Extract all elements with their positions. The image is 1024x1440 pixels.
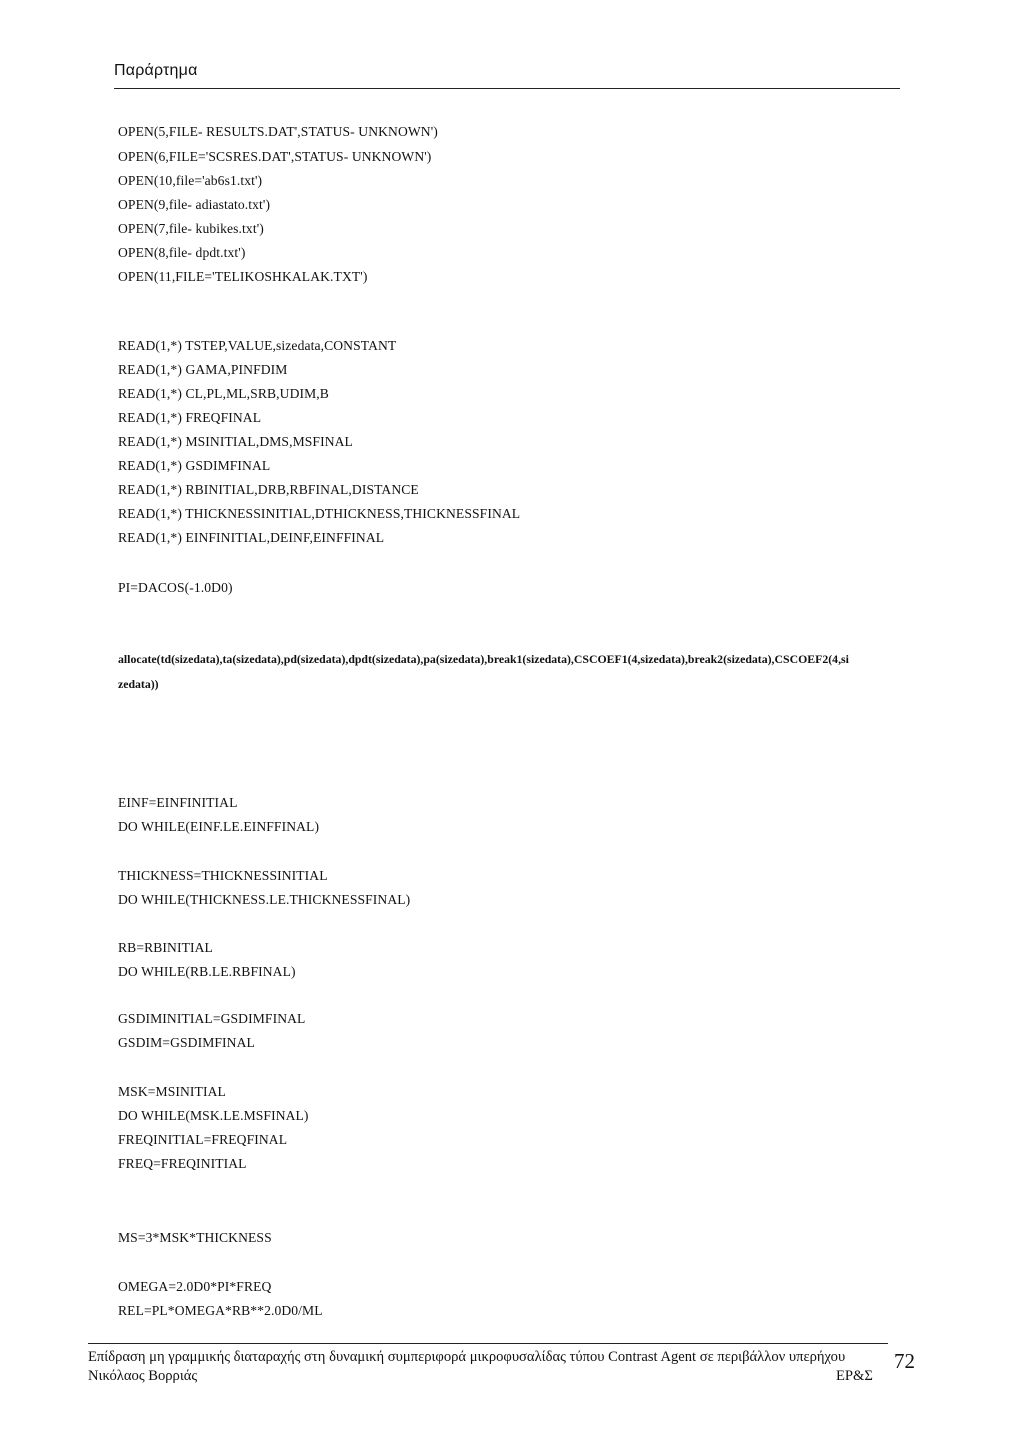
page-number: 72 bbox=[894, 1349, 915, 1373]
code-line: THICKNESS=THICKNESSINITIAL bbox=[118, 868, 328, 883]
code-line: OPEN(5,FILE- RESULTS.DAT',STATUS- UNKNOWN') bbox=[118, 124, 438, 139]
code-line: OPEN(9,file- adiastato.txt') bbox=[118, 197, 271, 212]
header-rule bbox=[114, 88, 900, 89]
code-line: PI=DACOS(-1.0D0) bbox=[118, 580, 233, 595]
code-line: OPEN(7,file- kubikes.txt') bbox=[118, 221, 264, 236]
page-header-title: Παράρτημα bbox=[114, 62, 198, 79]
code-line: FREQINITIAL=FREQFINAL bbox=[118, 1132, 288, 1147]
code-line: OPEN(11,FILE='TELIKOSHKALAK.TXT') bbox=[118, 269, 368, 284]
code-line: RB=RBINITIAL bbox=[118, 940, 213, 955]
code-line: READ(1,*) RBINITIAL,DRB,RBFINAL,DISTANCE bbox=[118, 482, 419, 497]
code-line: OMEGA=2.0D0*PI*FREQ bbox=[118, 1279, 272, 1294]
code-line: GSDIMINITIAL=GSDIMFINAL bbox=[118, 1011, 306, 1026]
code-line: READ(1,*) GAMA,PINFDIM bbox=[118, 362, 288, 377]
code-line: OPEN(8,file- dpdt.txt') bbox=[118, 245, 246, 260]
code-line: MSK=MSINITIAL bbox=[118, 1084, 226, 1099]
code-line: FREQ=FREQINITIAL bbox=[118, 1156, 247, 1171]
code-line: EINF=EINFINITIAL bbox=[118, 795, 238, 810]
code-line: READ(1,*) EINFINITIAL,DEINF,EINFFINAL bbox=[118, 530, 385, 545]
code-line: READ(1,*) MSINITIAL,DMS,MSFINAL bbox=[118, 434, 353, 449]
code-line: allocate(td(sizedata),ta(sizedata),pd(sizedata),dpdt(sizedata),pa(sizedata),break1(sizedata),CSCOEF1(4,sizedata),break2(sizedata),CSCOEF2(4,si bbox=[118, 652, 849, 666]
code-line: DO WHILE(RB.LE.RBFINAL) bbox=[118, 964, 296, 979]
code-line: READ(1,*) FREQFINAL bbox=[118, 410, 262, 425]
code-line: READ(1,*) TSTEP,VALUE,sizedata,CONSTANT bbox=[118, 338, 397, 353]
code-line: REL=PL*OMEGA*RB**2.0D0/ML bbox=[118, 1303, 323, 1318]
code-line: READ(1,*) CL,PL,ML,SRB,UDIM,B bbox=[118, 386, 329, 401]
code-line: GSDIM=GSDIMFINAL bbox=[118, 1035, 255, 1050]
code-line: DO WHILE(EINF.LE.EINFFINAL) bbox=[118, 819, 320, 834]
code-line: DO WHILE(MSK.LE.MSFINAL) bbox=[118, 1108, 309, 1123]
code-line: READ(1,*) GSDIMFINAL bbox=[118, 458, 271, 473]
footer-author: Νικόλαος Βορριάς bbox=[88, 1368, 198, 1384]
code-line: OPEN(6,FILE='SCSRES.DAT',STATUS- UNKNOWN') bbox=[118, 149, 432, 164]
code-line: MS=3*MSK*THICKNESS bbox=[118, 1230, 272, 1245]
code-line: DO WHILE(THICKNESS.LE.THICKNESSFINAL) bbox=[118, 892, 411, 907]
footer-label: ΕΡ&Σ bbox=[836, 1368, 873, 1384]
code-line: READ(1,*) THICKNESSINITIAL,DTHICKNESS,THICKNESSFINAL bbox=[118, 506, 521, 521]
footer-thesis-title: Επίδραση μη γραμμικής διαταραχής στη δυναμική συμπεριφορά μικροφυσαλίδας τύπου Contrast Agent σε περιβάλλον υπερήχου bbox=[88, 1349, 846, 1365]
footer-rule bbox=[88, 1343, 888, 1344]
code-line: OPEN(10,file='ab6s1.txt') bbox=[118, 173, 263, 188]
code-line: zedata)) bbox=[118, 677, 159, 691]
